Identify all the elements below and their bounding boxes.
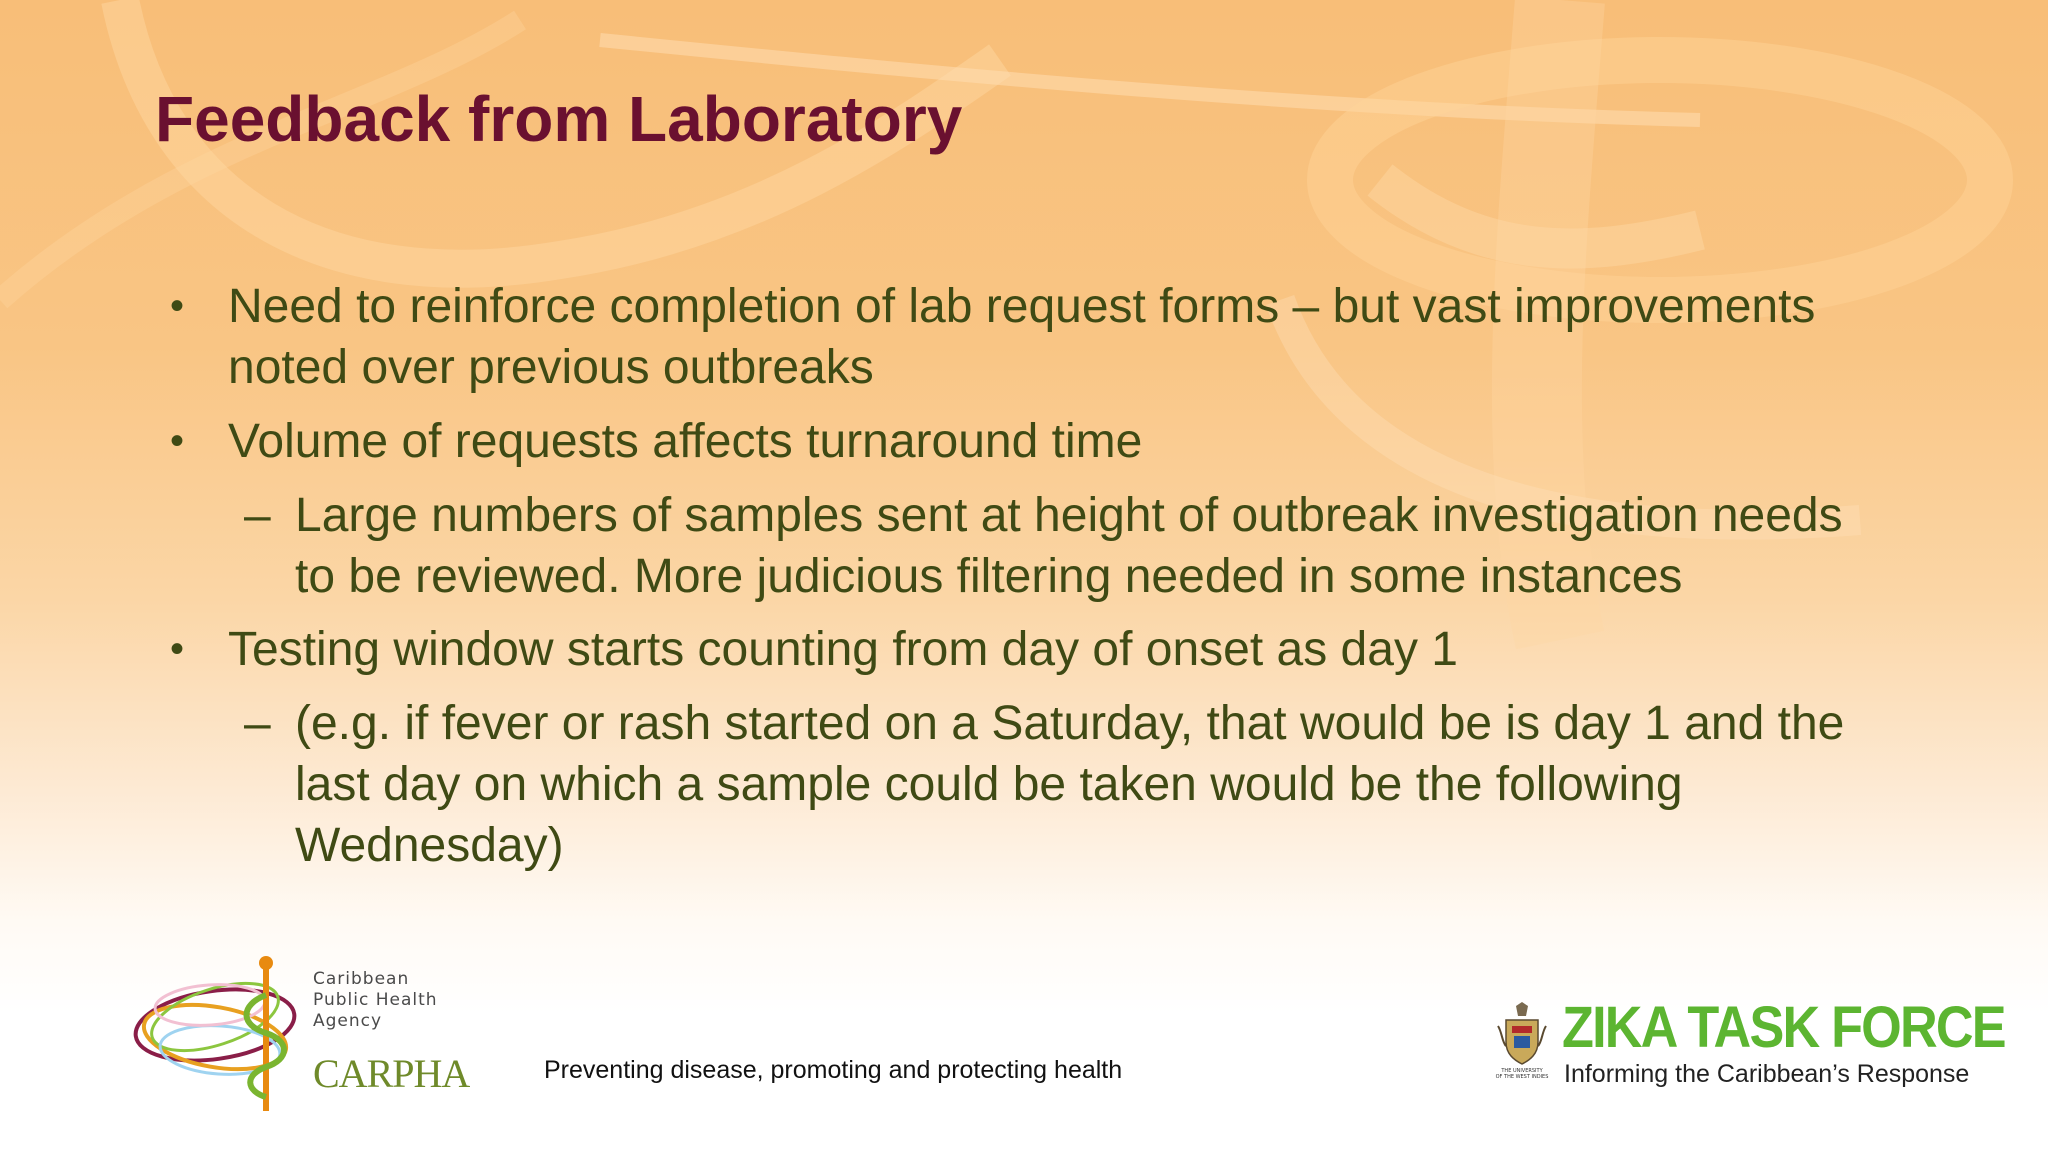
- sub-bullet-item: [170, 485, 1890, 607]
- bullet-item: [170, 276, 1890, 398]
- svg-text:THE UNIVERSITY: THE UNIVERSITY: [1501, 1068, 1543, 1074]
- sub-bullet-item: [170, 693, 1890, 876]
- svg-text:OF THE WEST INDIES: OF THE WEST INDIES: [1495, 1074, 1549, 1080]
- carpha-wordmark: CARPHA: [313, 1051, 470, 1096]
- bullet-item: [170, 411, 1890, 472]
- slide-title: Feedback from Laboratory: [155, 83, 963, 155]
- sub-bullet-text: (e.g. if fever or rash started on a Saturday, that would be is day 1 and the last day on which a sample could be taken would be the following Wednesday): [295, 697, 1845, 872]
- bullet-text: Volume of requests affects turnaround time: [228, 415, 1143, 468]
- bullet-marker: •: [170, 419, 185, 463]
- bullet-list: [170, 276, 1890, 888]
- carpha-logo-icon: [130, 955, 310, 1115]
- bullet-item: [170, 619, 1890, 680]
- university-crest-icon: [1492, 1002, 1552, 1084]
- bullet-marker: •: [170, 627, 185, 671]
- agency-name: Caribbean Public Health Agency: [313, 969, 438, 1031]
- sub-bullet-text: Large numbers of samples sent at height of outbreak investigation needs to be reviewed. More judicious filtering needed in some instances: [295, 489, 1843, 603]
- sub-bullet-marker: –: [244, 489, 271, 542]
- carpha-tagline: Preventing disease, promoting and protecting health: [544, 1056, 1123, 1084]
- zika-task-force-title: ZIKA TASK FORCE: [1562, 995, 2005, 1060]
- zika-task-force-subtitle: Informing the Caribbean’s Response: [1564, 1060, 1970, 1088]
- bullet-text: Need to reinforce completion of lab request forms – but vast improvements noted over previous outbreaks: [228, 280, 1816, 394]
- bullet-marker: •: [170, 284, 185, 328]
- sub-bullet-marker: –: [244, 697, 271, 750]
- bullet-text: Testing window starts counting from day of onset as day 1: [228, 623, 1458, 676]
